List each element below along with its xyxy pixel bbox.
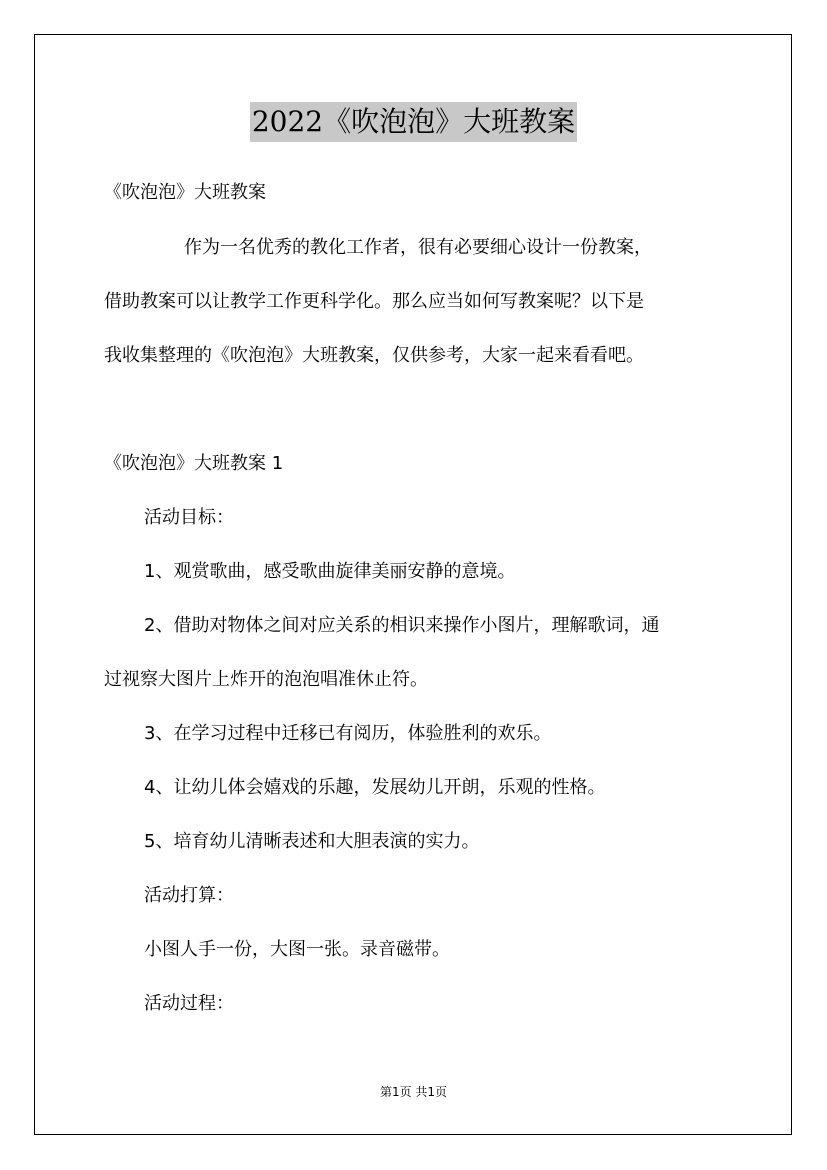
prep-text: 小图人手一份，大图一张。录音磁带。 — [144, 939, 450, 960]
goal-item-continuation: 过视察大图片上炸开的泡泡唱准休止符。 — [104, 669, 428, 690]
document-title: 2022《吹泡泡》大班教案 — [250, 102, 577, 142]
goal-item: 5、培育幼儿清晰表述和大胆表演的实力。 — [144, 831, 480, 852]
goal-item: 2、借助对物体之间对应关系的相识来操作小图片，理解歌词，通 — [144, 615, 660, 636]
document-subtitle: 《吹泡泡》大班教案 — [104, 182, 266, 203]
goal-item: 3、在学习过程中迁移已有阅历，体验胜利的欢乐。 — [144, 723, 552, 744]
goal-item: 1、观赏歌曲，感受歌曲旋律美丽安静的意境。 — [144, 561, 516, 582]
section-heading: 《吹泡泡》大班教案 1 — [104, 453, 284, 474]
intro-line-3: 我收集整理的《吹泡泡》大班教案，仅供参考，大家一起来看看吧。 — [104, 345, 644, 366]
intro-line-2: 借助教案可以让教学工作更科学化。那么应当如何写教案呢？以下是 — [104, 291, 644, 312]
intro-line-1: 作为一名优秀的教化工作者，很有必要细心设计一份教案， — [184, 237, 652, 258]
title-container — [0, 102, 827, 142]
page-footer: 第1页 共1页 — [379, 1085, 448, 1099]
goals-heading: 活动目标： — [144, 507, 234, 528]
prep-heading: 活动打算： — [144, 885, 234, 906]
goal-item: 4、让幼儿体会嬉戏的乐趣，发展幼儿开朗，乐观的性格。 — [144, 777, 606, 798]
process-heading: 活动过程： — [144, 993, 234, 1014]
